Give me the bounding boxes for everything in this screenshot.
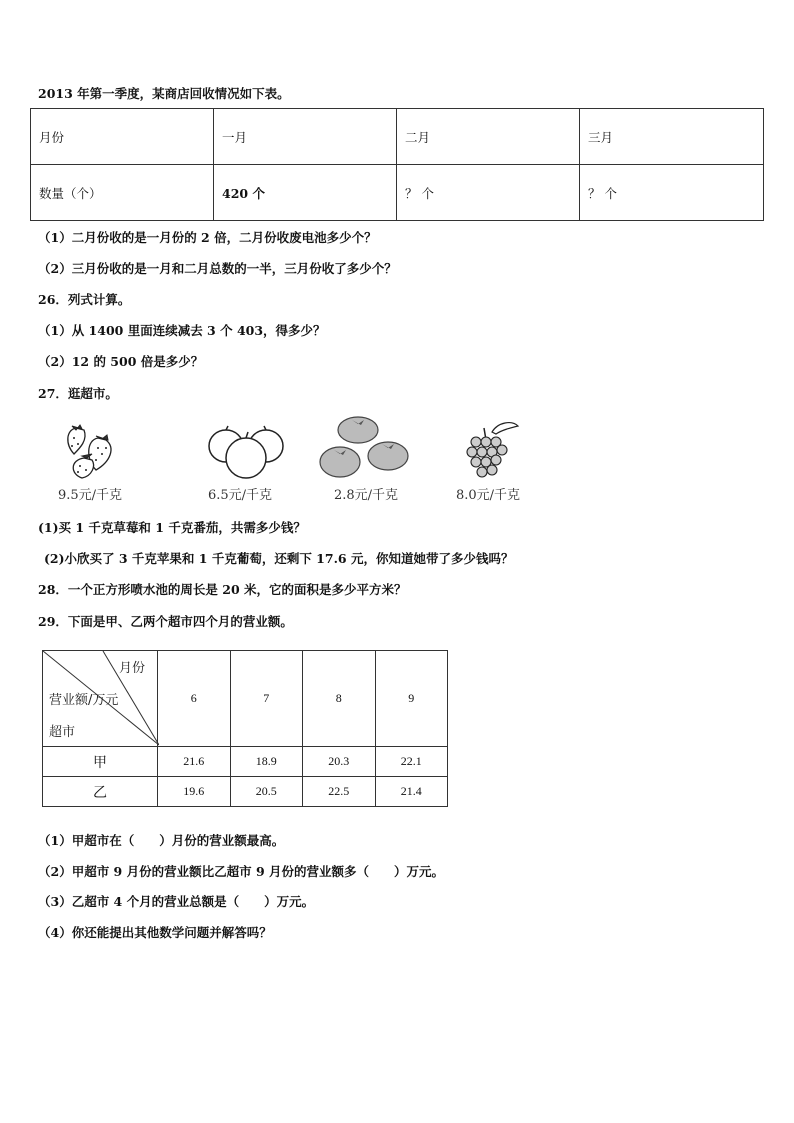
question-29-1: （1）甲超市在（ ）月份的营业额最高。 — [38, 833, 285, 848]
month-header: 9 — [375, 651, 448, 747]
table-cell: 21.4 — [375, 777, 448, 807]
table-cell: 20.5 — [230, 777, 303, 807]
table-cell: 月份 — [31, 109, 214, 165]
sales-table — [42, 650, 448, 807]
store-name: 甲 — [43, 747, 158, 777]
table-cell: 20.3 — [303, 747, 376, 777]
table-cell: ？ 个 — [580, 165, 764, 221]
fruit-price: 8.0元/千克 — [456, 488, 521, 503]
question-29-3: （3）乙超市 4 个月的营业总额是（ ）万元。 — [38, 894, 315, 909]
question-29-2: （2）甲超市 9 月份的营业额比乙超市 9 月份的营业额多（ ）万元。 — [38, 864, 445, 879]
question-27-1: (1)买 1 千克草莓和 1 千克番茄，共需多少钱？ — [38, 520, 306, 535]
grape-icon — [462, 418, 522, 482]
fruit-price: 9.5元/千克 — [58, 488, 123, 503]
table-cell: ？ 个 — [397, 165, 580, 221]
corner-label-sales: 营业额/万元 — [49, 693, 119, 708]
strawberry-icon — [62, 420, 126, 480]
recycling-table — [30, 108, 764, 221]
corner-label-month: 月份 — [119, 661, 146, 676]
apple-icon — [206, 424, 286, 482]
intro-text: 2013 年第一季度，某商店回收情况如下表。 — [38, 86, 290, 101]
question-26-title: 26．列式计算。 — [38, 292, 131, 307]
table-row — [43, 747, 448, 777]
question-29-title: 29．下面是甲、乙两个超市四个月的营业额。 — [38, 614, 293, 629]
table-cell: 420 个 — [214, 165, 397, 221]
corner-label-store: 超市 — [49, 725, 76, 740]
fruit-price: 2.8元/千克 — [334, 488, 399, 503]
store-name: 乙 — [43, 777, 158, 807]
table-cell: 一月 — [214, 109, 397, 165]
month-header: 6 — [158, 651, 231, 747]
table-cell: 18.9 — [230, 747, 303, 777]
question-26-1: （1）从 1400 里面连续减去 3 个 403，得多少？ — [38, 323, 326, 338]
month-header: 8 — [303, 651, 376, 747]
table-row — [43, 651, 448, 747]
diagonal-header-cell — [43, 651, 158, 747]
question-26-2: （2）12 的 500 倍是多少？ — [38, 354, 204, 369]
table-row — [31, 109, 764, 165]
table-cell: 22.1 — [375, 747, 448, 777]
question-25-2: （2）三月份收的是一月和二月总数的一半，三月份收了多少个？ — [38, 261, 397, 276]
question-27-2: (2)小欣买了 3 千克苹果和 1 千克葡萄，还剩下 17.6 元，你知道她带了多少钱吗？ — [44, 551, 514, 566]
fruit-price: 6.5元/千克 — [208, 488, 273, 503]
table-row — [31, 165, 764, 221]
question-28: 28．一个正方形喷水池的周长是 20 米，它的面积是多少平方米？ — [38, 582, 407, 597]
table-cell: 三月 — [580, 109, 764, 165]
table-cell: 二月 — [397, 109, 580, 165]
question-25-1: （1）二月份收的是一月份的 2 倍，二月份收废电池多少个？ — [38, 230, 377, 245]
table-cell: 数量（个） — [31, 165, 214, 221]
month-header: 7 — [230, 651, 303, 747]
table-row — [43, 777, 448, 807]
table-cell: 19.6 — [158, 777, 231, 807]
table-cell: 21.6 — [158, 747, 231, 777]
question-29-4: （4）你还能提出其他数学问题并解答吗？ — [38, 925, 272, 940]
question-27-title: 27．逛超市。 — [38, 386, 118, 401]
table-cell: 22.5 — [303, 777, 376, 807]
tomato-icon — [318, 414, 412, 482]
